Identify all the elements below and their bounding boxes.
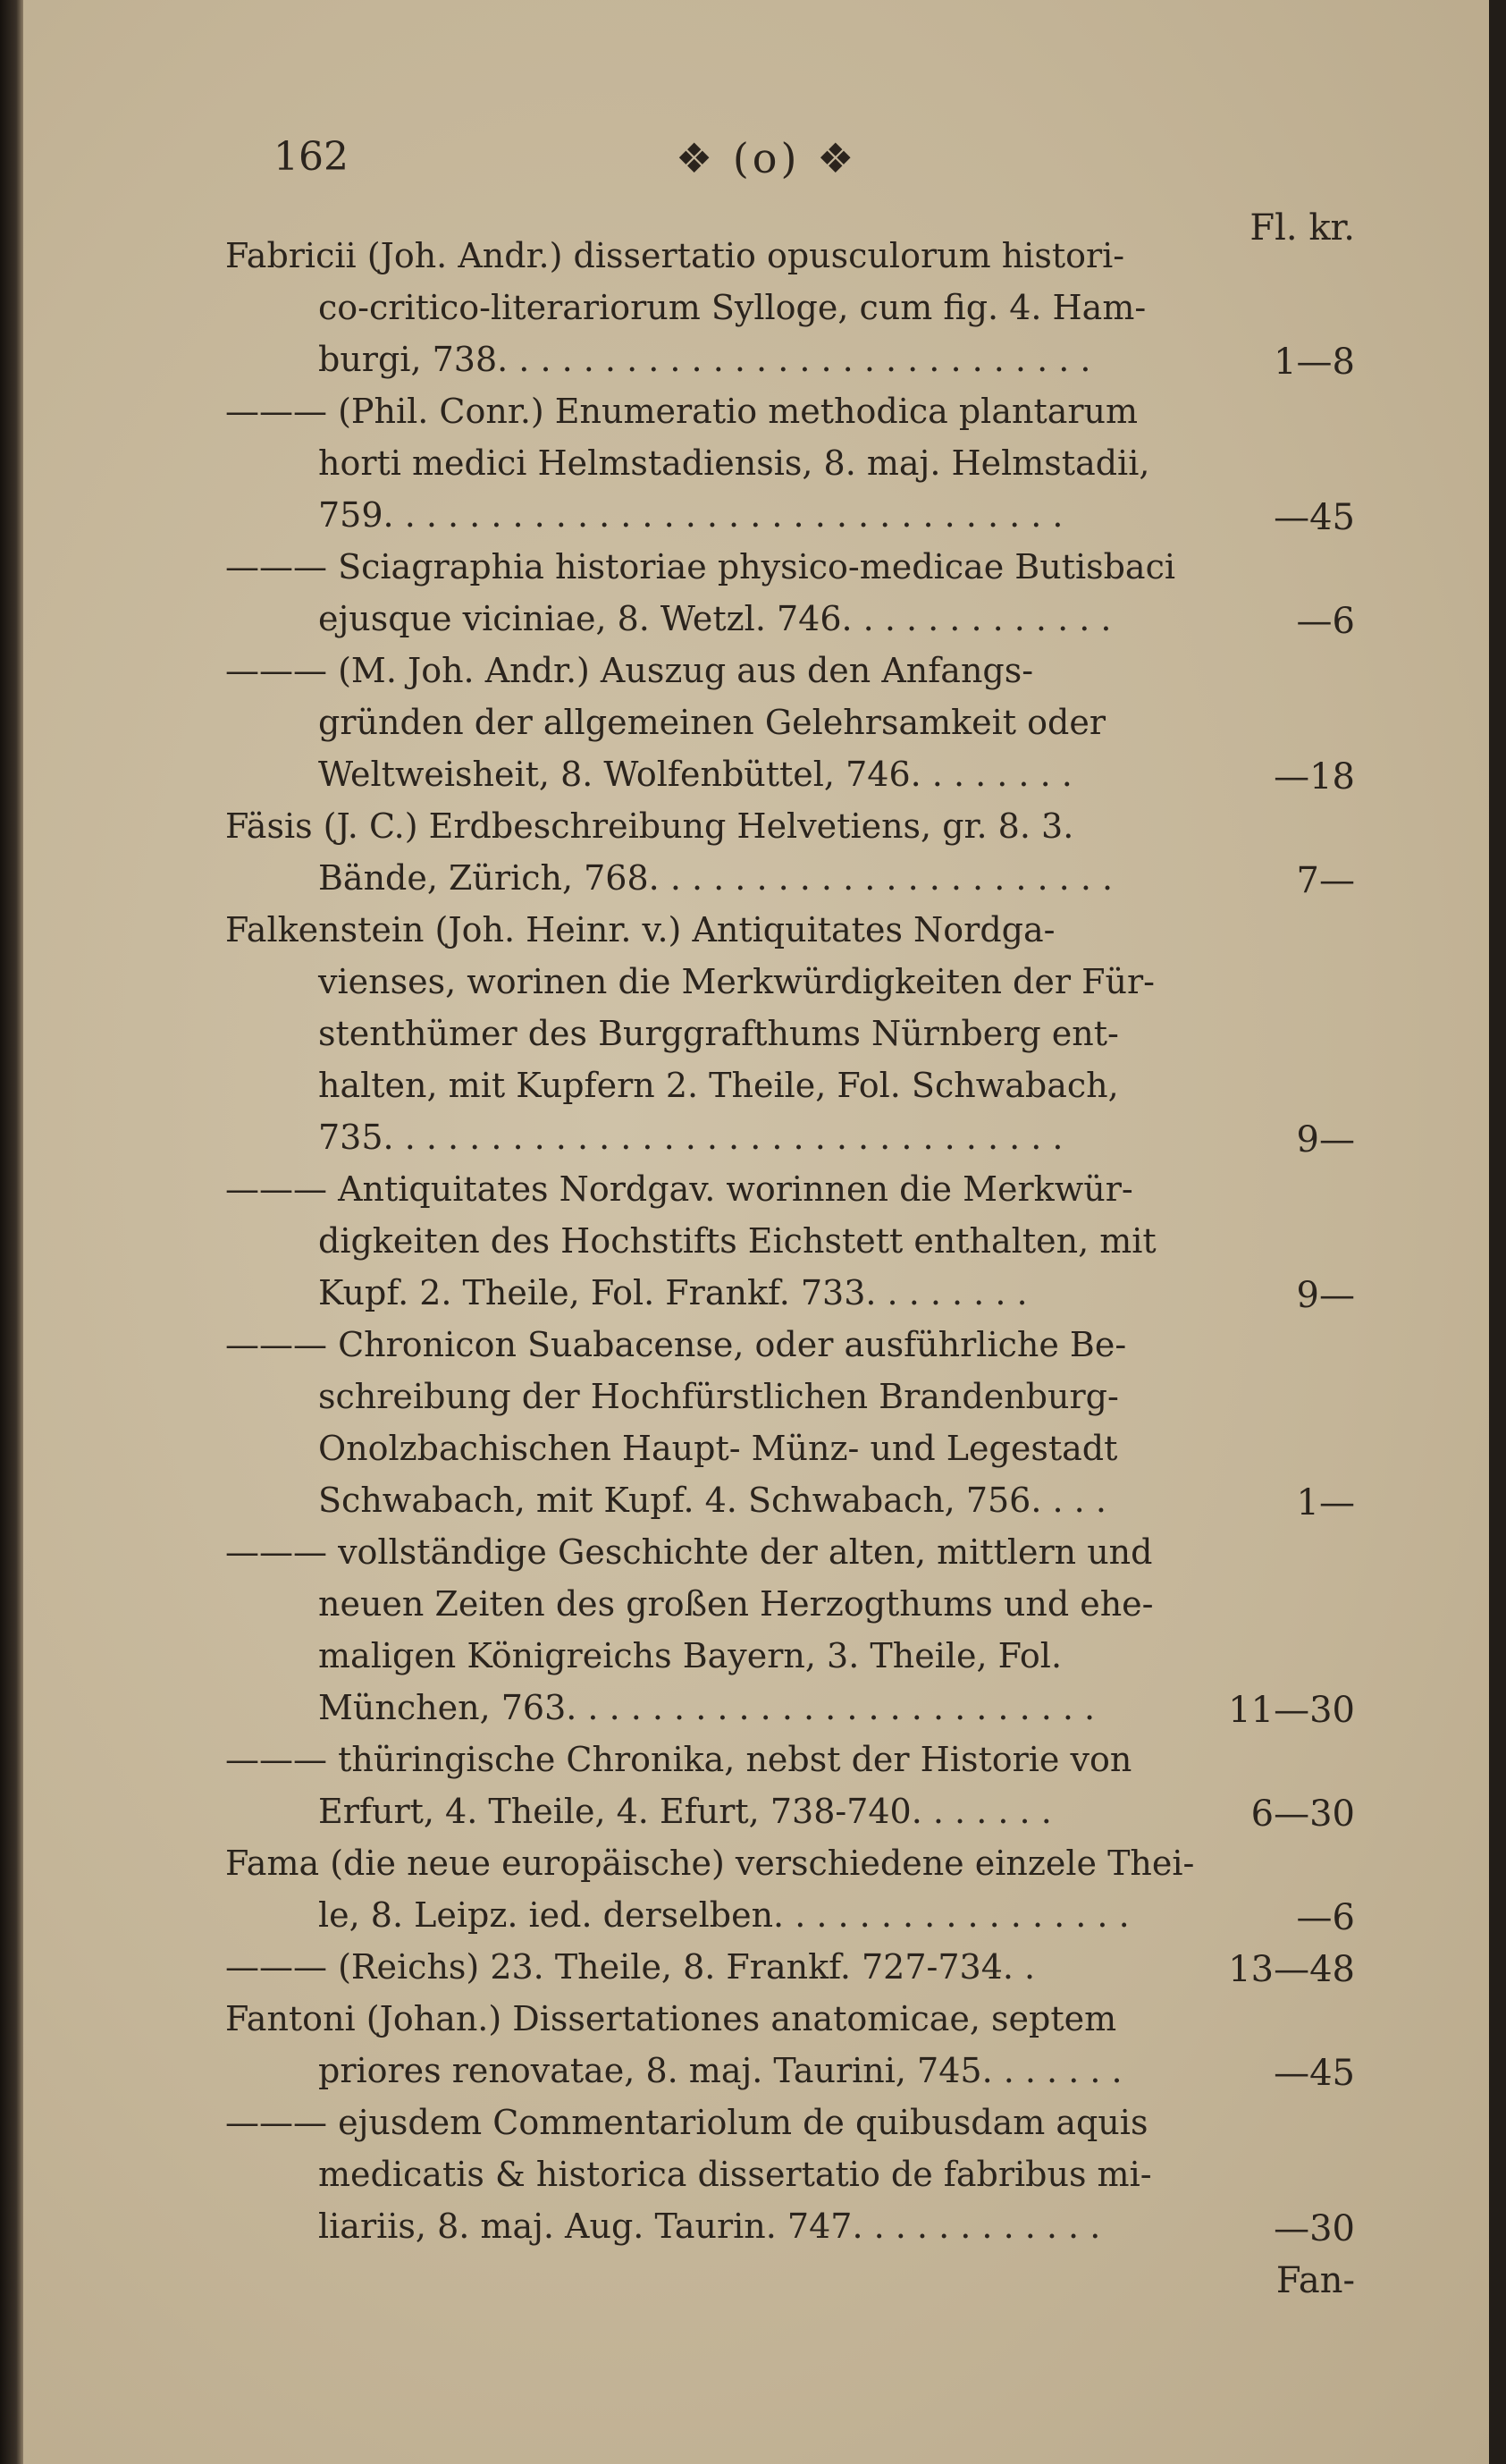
catalog-line-text: burgi, 738. . . . . . . . . . . . . . . . . . . . . . . . . . . .	[318, 340, 1091, 379]
catalog-line-text: Bände, Zürich, 768. . . . . . . . . . . . . . . . . . . . . .	[318, 858, 1114, 898]
catalog-entries	[23, 232, 1489, 2307]
catalog-line	[23, 1270, 1489, 1321]
catalog-line-text: co-critico-literariorum Sylloge, cum fig. 4. Ham-	[318, 288, 1147, 327]
catalog-line-price: —45	[1274, 2053, 1355, 2094]
catalog-line-text: Onolzbachischen Haupt- Münz- und Legestadt	[318, 1429, 1118, 1468]
catalog-line	[23, 855, 1489, 907]
catalog-line-price: —45	[1274, 497, 1355, 538]
page-header	[23, 134, 1489, 249]
catalog-line-text: Fabricii (Joh. Andr.) dissertatio opusculorum histori-	[225, 236, 1125, 275]
catalog-line	[23, 544, 1489, 595]
catalog-line-price: 1—8	[1274, 342, 1355, 383]
catalog-line	[23, 232, 1489, 284]
catalog-line	[23, 958, 1489, 1010]
catalog-line-text: Fama (die neue europäische) verschiedene einzele Thei-	[225, 1844, 1195, 1883]
catalog-line-text: ——— Chronicon Suabacense, oder ausführliche Be-	[225, 1325, 1127, 1364]
catalog-line	[23, 1736, 1489, 1788]
catalog-line-text: le, 8. Leipz. ied. derselben. . . . . . . . . . . . . . . . .	[318, 1895, 1130, 1935]
catalog-line	[23, 751, 1489, 803]
catalog-line-text: Schwabach, mit Kupf. 4. Schwabach, 756. . . .	[318, 1481, 1106, 1520]
currency-column-header: Fl. kr.	[1249, 207, 1355, 249]
catalog-line	[23, 1373, 1489, 1425]
catalog-line	[23, 1633, 1489, 1684]
catalog-line	[23, 803, 1489, 855]
catalog-line-price: 7—	[1296, 860, 1355, 901]
catalog-line-price: —6	[1296, 601, 1355, 642]
catalog-line-price: Fan-	[1275, 2260, 1355, 2301]
catalog-line	[23, 1581, 1489, 1633]
book-page	[23, 0, 1489, 2464]
catalog-line	[23, 699, 1489, 751]
catalog-line-price: 1—	[1296, 1482, 1355, 1523]
catalog-line-text: ——— ejusdem Commentariolum de quibusdam aquis	[225, 2103, 1148, 2142]
catalog-line	[23, 595, 1489, 647]
catalog-line-text: Falkenstein (Joh. Heinr. v.) Antiquitates Nordga-	[225, 910, 1056, 949]
catalog-line	[23, 1529, 1489, 1581]
page-number: 162	[273, 134, 349, 180]
catalog-line	[23, 1996, 1489, 2047]
catalog-line-price: 6—30	[1250, 1793, 1355, 1835]
catalog-line-price: 11—30	[1228, 1690, 1355, 1731]
catalog-line	[23, 1892, 1489, 1944]
catalog-line-text: ——— vollständige Geschichte der alten, mittlern und	[225, 1532, 1153, 1572]
catalog-line-text: priores renovatae, 8. maj. Taurini, 745. . . . . . .	[318, 2051, 1123, 2090]
catalog-line	[23, 1062, 1489, 1114]
catalog-line-text: ——— (Reichs) 23. Theile, 8. Frankf. 727-734. .	[225, 1947, 1036, 1987]
catalog-line	[23, 2203, 1489, 2255]
header-ornament: ❖ (o) ❖	[676, 134, 858, 182]
catalog-line	[23, 336, 1489, 388]
catalog-line	[23, 1010, 1489, 1062]
catalog-line-text: Erfurt, 4. Theile, 4. Efurt, 738-740. . . . . . .	[318, 1792, 1052, 1831]
catalog-line-text: maligen Königreichs Bayern, 3. Theile, Fol.	[318, 1636, 1063, 1675]
catalog-line	[23, 1788, 1489, 1840]
catalog-line	[23, 1425, 1489, 1477]
catalog-line-price: 9—	[1296, 1275, 1355, 1316]
catalog-line-text: halten, mit Kupfern 2. Theile, Fol. Schwabach,	[318, 1066, 1119, 1105]
catalog-line-text: ejusque viciniae, 8. Wetzl. 746. . . . . . . . . . . . .	[318, 599, 1112, 638]
catalog-line	[23, 1218, 1489, 1270]
catalog-line-text: schreibung der Hochfürstlichen Brandenburg-	[318, 1377, 1119, 1416]
catalog-line-text: stenthümer des Burggrafthums Nürnberg ent-	[318, 1014, 1119, 1053]
catalog-line-text: Fäsis (J. C.) Erdbeschreibung Helvetiens, gr. 8. 3.	[225, 806, 1074, 846]
catalog-line	[23, 1166, 1489, 1218]
catalog-line-text: ——— thüringische Chronika, nebst der Historie von	[225, 1740, 1132, 1779]
catalog-line-price: —30	[1274, 2208, 1355, 2249]
catalog-line	[23, 1684, 1489, 1736]
catalog-line-text: neuen Zeiten des großen Herzogthums und ehe-	[318, 1584, 1154, 1624]
catalog-line-price: —6	[1296, 1897, 1355, 1938]
catalog-line	[23, 1944, 1489, 1996]
catalog-line-text: München, 763. . . . . . . . . . . . . . . . . . . . . . . . .	[318, 1688, 1096, 1727]
catalog-line	[23, 2047, 1489, 2099]
book-spine-shadow	[0, 0, 23, 2464]
catalog-line-text: gründen der allgemeinen Gelehrsamkeit oder	[318, 703, 1106, 742]
catalog-line	[23, 1477, 1489, 1529]
catalog-line-text: ——— Sciagraphia historiae physico-medicae Butisbaci	[225, 547, 1176, 586]
catalog-line	[23, 284, 1489, 336]
catalog-line-text: digkeiten des Hochstifts Eichstett enthalten, mit	[318, 1221, 1157, 1261]
catalog-line-text: horti medici Helmstadiensis, 8. maj. Helmstadii,	[318, 443, 1150, 483]
catalog-line-text: vienses, worinen die Merkwürdigkeiten der Für-	[318, 962, 1155, 1001]
catalog-line-price: —18	[1274, 756, 1355, 797]
catalog-line-text: liariis, 8. maj. Aug. Taurin. 747. . . . . . . . . . . .	[318, 2207, 1101, 2246]
catalog-line-text: Fantoni (Johan.) Dissertationes anatomicae, septem	[225, 1999, 1117, 2038]
catalog-line	[23, 647, 1489, 699]
catalog-line-text: 759. . . . . . . . . . . . . . . . . . . . . . . . . . . . . . . .	[318, 495, 1064, 535]
catalog-line	[23, 2099, 1489, 2151]
catalog-line-text: medicatis & historica dissertatio de fabribus mi-	[318, 2155, 1152, 2194]
catalog-line-text: Kupf. 2. Theile, Fol. Frankf. 733. . . . . . . .	[318, 1273, 1028, 1312]
catalog-line	[23, 440, 1489, 492]
catalog-line	[23, 2255, 1489, 2307]
catalog-line	[23, 1321, 1489, 1373]
catalog-line-text: Weltweisheit, 8. Wolfenbüttel, 746. . . . . . . .	[318, 755, 1073, 794]
catalog-line	[23, 1114, 1489, 1166]
catalog-line	[23, 1840, 1489, 1892]
catalog-line-text: ——— (Phil. Conr.) Enumeratio methodica plantarum	[225, 392, 1139, 431]
catalog-line-text: 735. . . . . . . . . . . . . . . . . . . . . . . . . . . . . . . .	[318, 1118, 1064, 1157]
catalog-line	[23, 907, 1489, 958]
catalog-line	[23, 2151, 1489, 2203]
catalog-line-price: 9—	[1296, 1119, 1355, 1160]
catalog-line-text: ——— Antiquitates Nordgav. worinnen die Merkwür-	[225, 1169, 1133, 1209]
catalog-line	[23, 388, 1489, 440]
catalog-line	[23, 492, 1489, 544]
catalog-line-price: 13—48	[1228, 1949, 1355, 1990]
catalog-line-text: ——— (M. Joh. Andr.) Auszug aus den Anfangs-	[225, 651, 1034, 690]
